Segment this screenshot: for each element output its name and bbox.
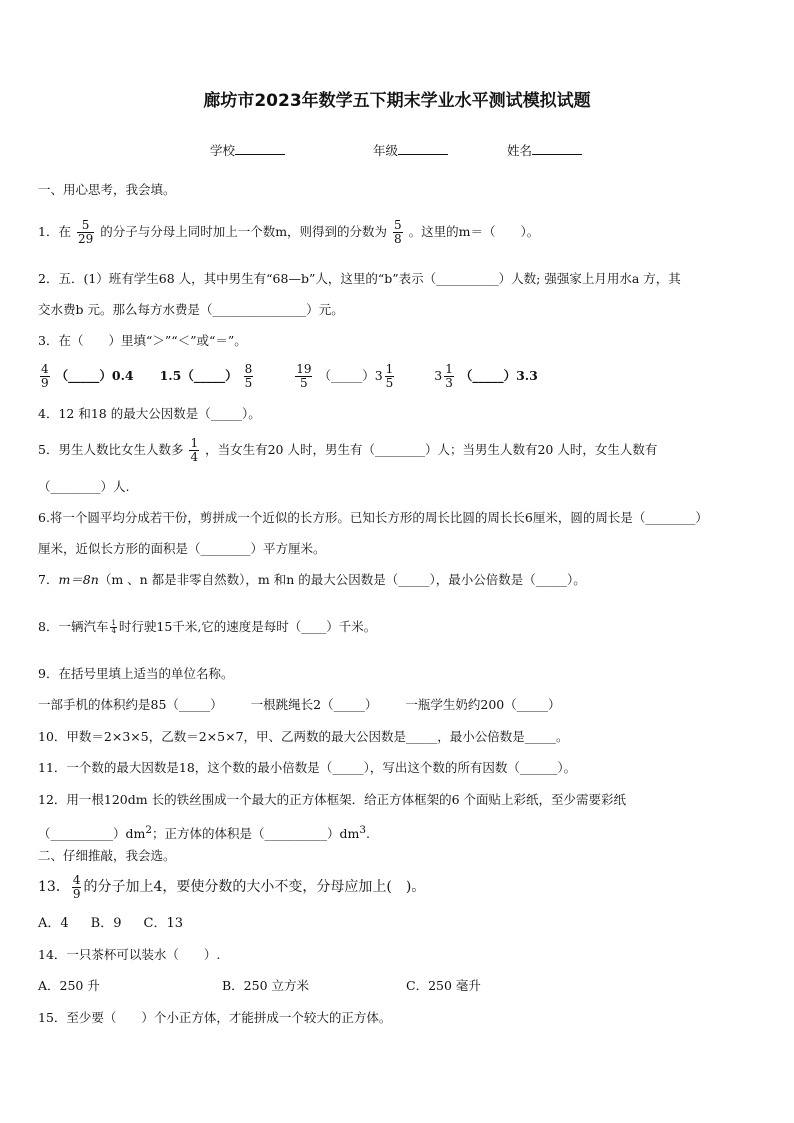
q5-fraction: [189, 437, 199, 464]
school-field: [210, 141, 285, 159]
question-13-options: [38, 916, 183, 932]
frac-numerator: 1: [111, 619, 116, 627]
q7-text: （m 、n 都是非零自然数），m 和n 的最大公因数是（_____），最小公倍数是（_____）。: [98, 572, 586, 587]
question-6-line-1: 6.将一个圆平均分成若干份，剪拼成一个近似的长方形。已知长方形的周长比圆的周长长6厘米，圆的周长是（________）: [38, 510, 708, 525]
name-field: [507, 141, 582, 159]
q7-equation: m＝8n: [58, 572, 99, 587]
frac-numerator: 8: [244, 362, 253, 376]
name-blank[interactable]: [532, 154, 582, 155]
question-8: [38, 612, 376, 642]
q1-text-b: 的分子与分母上同时加上一个数m，则得到的分数为: [100, 224, 388, 239]
q3-fraction-c2: [385, 363, 395, 390]
q1-fraction-1: [77, 219, 94, 246]
frac-denominator: 4: [190, 450, 199, 464]
q3-fraction-a: [40, 363, 50, 390]
q1-text-c: 。这里的m＝（ ）。: [408, 224, 540, 239]
question-10: 10．甲数＝2×3×5，乙数＝2×5×7，甲、乙两数的最大公因数是_____，最小公倍数是_____。: [38, 729, 569, 744]
q13-text: 的分子加上4，要使分数的大小不变，分母应加上( )。: [83, 879, 426, 895]
frac-denominator: 9: [72, 886, 81, 901]
q12-sup-3: 3: [359, 824, 366, 836]
q8-fraction: [110, 620, 116, 635]
q12-text-c: .: [365, 826, 370, 842]
school-label: 学校: [210, 143, 236, 158]
q3-item-d-rest: （_____）3.3: [459, 368, 538, 383]
question-15: 15．至少要（ ）个小正方体，才能拼成一个较大的正方体。: [38, 1010, 392, 1025]
frac-denominator: 8: [394, 232, 402, 246]
q1-fraction-2: [393, 219, 403, 246]
q12-text-a: （__________）dm: [38, 826, 146, 842]
q3-fraction-c: [295, 363, 312, 390]
frac-denominator: 4: [111, 627, 116, 635]
grade-blank[interactable]: [398, 154, 448, 155]
question-13: [38, 869, 425, 905]
section-2-heading: 二、仔细推敲，我会选。: [38, 848, 176, 863]
frac-denominator: 29: [77, 232, 94, 246]
q3-fraction-b: [244, 363, 254, 390]
q7-number: 7．: [38, 572, 59, 587]
q3-item-c-mid: （_____）3: [318, 368, 383, 383]
frac-denominator: 9: [41, 376, 49, 390]
question-7: [38, 572, 586, 588]
frac-denominator: 5: [244, 376, 253, 390]
q14-option-a[interactable]: A．250 升: [38, 978, 100, 993]
q13-option-b[interactable]: B．9: [90, 916, 122, 931]
q3-item-b-left: 1.5（_____）: [159, 368, 238, 383]
frac-numerator: 19: [296, 362, 312, 376]
frac-numerator: 1: [190, 436, 199, 450]
q13-option-c[interactable]: C．13: [143, 916, 183, 931]
frac-numerator: 5: [394, 218, 402, 232]
question-2-line-2: 交水费b 元。那么每方水费是（_______________）元。: [38, 302, 344, 317]
q13-fraction: [72, 874, 82, 901]
grade-field: [373, 141, 448, 159]
question-12-line-2: [38, 822, 370, 842]
question-1: [38, 215, 539, 249]
frac-numerator: 4: [72, 872, 81, 887]
section-1-heading: 一、用心思考，我会填。: [38, 182, 176, 197]
q12-text-b: ；正方体的体积是（__________）dm: [151, 826, 360, 842]
q9-item-3: 一瓶学生奶约200（_____）: [405, 697, 561, 712]
question-4: 4．12 和18 的最大公因数是（_____）。: [38, 406, 261, 421]
q9-item-2: 一根跳绳长2（_____）: [250, 697, 378, 712]
q14-option-c[interactable]: C．250 毫升: [406, 978, 481, 993]
question-12-line-1: 12．用一根120dm 长的铁丝围成一个最大的正方体框架．给正方体框架的6 个面贴上彩纸，至少需要彩纸: [38, 792, 627, 807]
q5-text-a: 5．男生人数比女生人数多: [38, 442, 184, 457]
frac-denominator: 3: [445, 376, 453, 390]
q3-item-d-whole: 3: [434, 368, 443, 383]
question-3-items: [38, 356, 538, 396]
frac-numerator: 5: [77, 219, 94, 233]
frac-denominator: 5: [385, 376, 394, 390]
q13-option-a[interactable]: A．4: [38, 916, 69, 931]
question-9: 9．在括号里填上适当的单位名称。: [38, 666, 234, 681]
frac-numerator: 1: [445, 362, 453, 376]
q8-text-b: 时行驶15千米,它的速度是每时（____）千米。: [118, 619, 377, 634]
frac-numerator: 1: [385, 362, 394, 376]
school-blank[interactable]: [235, 154, 285, 155]
q13-number: 13．: [38, 879, 70, 895]
question-3: 3．在（ ）里填“＞”“＜”或“＝”。: [38, 333, 247, 348]
q1-text-a: 1．在: [38, 224, 71, 239]
question-5-line-2: （________）人.: [38, 479, 130, 494]
question-5-line-1: [38, 432, 657, 468]
question-9-items: [38, 697, 561, 713]
q9-item-1: 一部手机的体积约是85（_____）: [38, 697, 223, 712]
q8-text-a: 8．一辆汽车: [38, 619, 109, 634]
question-2-line-1: 2．五．(1）班有学生68 人，其中男生有“68—b”人，这里的“b”表示（__________）人数; 强强家上月用水a 方，其: [38, 271, 681, 286]
q3-item-a-rest: （_____）0.4: [55, 368, 134, 383]
q3-fraction-d: [444, 363, 454, 390]
grade-label: 年级: [373, 143, 399, 158]
question-14: 14．一只茶杯可以装水（ ）.: [38, 947, 221, 962]
frac-denominator: 5: [300, 376, 308, 390]
q14-option-b[interactable]: B．250 立方米: [222, 978, 310, 993]
question-11: 11．一个数的最大因数是18，这个数的最小倍数是（_____），写出这个数的所有因数（______）。: [38, 760, 577, 775]
page-title: 廊坊市2023年数学五下期末学业水平测试模拟试题: [203, 91, 591, 111]
name-label: 姓名: [507, 143, 533, 158]
frac-numerator: 4: [41, 362, 49, 376]
q5-text-b: ，当女生有20 人时，男生有（________）人；当男生人数有20 人时，女生人数有: [205, 442, 658, 457]
question-6-line-2: 厘米，近似长方形的面积是（________）平方厘米。: [38, 541, 326, 556]
q12-sup-2: 2: [145, 824, 152, 836]
